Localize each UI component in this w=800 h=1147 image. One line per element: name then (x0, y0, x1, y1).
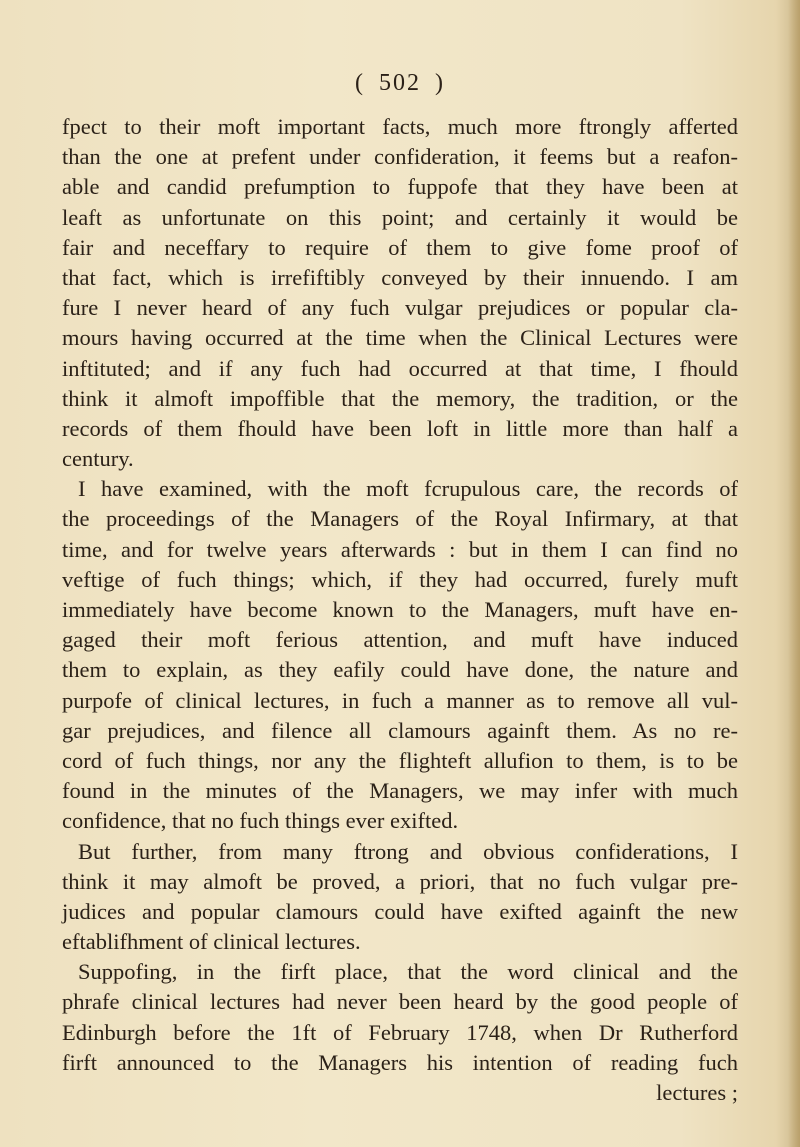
body-text (62, 112, 738, 1108)
paragraph-start-line: Suppofing, in the firft place, that the word clinical and the (78, 959, 738, 985)
paragraph-start-line: But further, from many ftrong and obvious confiderations, I (78, 838, 738, 864)
text-line: gaged their moft ferious attention, and muft have induced (62, 627, 738, 653)
paragraph-end-line: eftablifhment of clinical lectures. (62, 929, 361, 955)
paragraph-start-line: I have examined, with the moft fcrupulous care, the records of (78, 476, 738, 502)
page-edge-shadow (788, 0, 800, 1147)
text-line: the proceedings of the Managers of the Royal Infirmary, at that (62, 506, 738, 532)
catchword-line (62, 1078, 738, 1108)
text-line: fair and neceffary to require of them to give fome proof of (62, 234, 738, 260)
text-line: than the one at prefent under confideration, it feems but a reafon- (62, 144, 738, 170)
text-line: immediately have become known to the Managers, muft have en- (62, 597, 738, 622)
paragraph-end-line: confidence, that no fuch things ever exifted. (62, 808, 459, 834)
page-number-close-paren: ) (435, 70, 445, 96)
text-line: able and candid prefumption to fuppofe that they have been at (62, 174, 738, 200)
text-line: cord of fuch things, nor any the flighteft allufion to them, is to be (62, 747, 738, 773)
page-number-open-paren: ( (355, 70, 365, 96)
text-line: found in the minutes of the Managers, we may infer with much (62, 778, 738, 804)
text-line: them to explain, as they eafily could have done, the nature and (62, 657, 738, 683)
paragraph-end-line: century. (62, 446, 134, 472)
text-line: fure I never heard of any fuch vulgar prejudices or popular cla- (62, 295, 738, 321)
text-line: phrafe clinical lectures had never been heard by the good people of (62, 989, 738, 1015)
page-number: 502 (379, 70, 421, 96)
text-line: records of them fhould have been loft in little more than half a (62, 415, 738, 441)
text-line: time, and for twelve years afterwards : but in them I can find no (62, 536, 738, 562)
text-line: veftige of fuch things; which, if they had occurred, furely muft (62, 566, 738, 592)
text-line: fpect to their moft important facts, much more ftrongly afferted (62, 114, 738, 139)
text-line: purpofe of clinical lectures, in fuch a manner as to remove all vul- (62, 687, 738, 713)
text-line: firft announced to the Managers his intention of reading fuch (62, 1049, 738, 1075)
catchword: lectures ; (656, 1080, 738, 1105)
text-line: inftituted; and if any fuch had occurred at that time, I fhould (62, 355, 738, 381)
text-line: think it almoft impoffible that the memory, the tradition, or the (62, 385, 738, 411)
text-line: judices and popular clamours could have exifted againft the new (62, 898, 738, 924)
page-header (0, 70, 800, 97)
text-line: gar prejudices, and filence all clamours againft them. As no re- (62, 717, 738, 743)
text-line: Edinburgh before the 1ft of February 1748, when Dr Rutherford (62, 1019, 738, 1045)
text-line: mours having occurred at the time when the Clinical Lectures were (62, 325, 738, 351)
text-line: that fact, which is irrefiftibly conveyed by their innuendo. I am (62, 264, 738, 290)
text-line: think it may almoft be proved, a priori, that no fuch vulgar pre- (62, 868, 738, 894)
text-line: leaft as unfortunate on this point; and certainly it would be (62, 204, 738, 230)
